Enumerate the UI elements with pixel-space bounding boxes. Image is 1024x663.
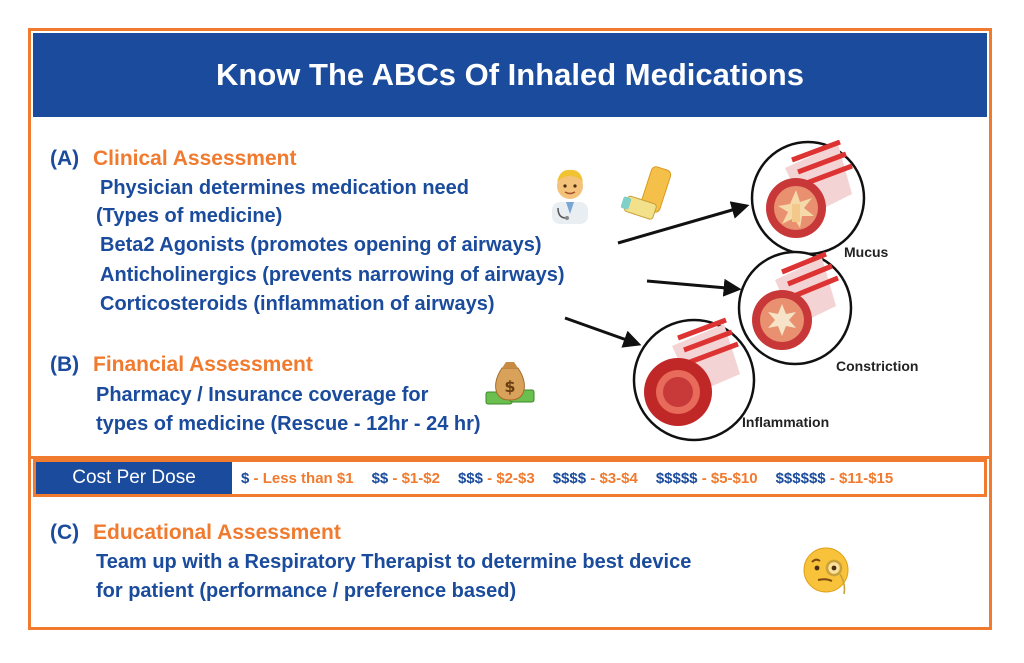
section-c-title: Educational Assessment [93,521,341,544]
cost-item: $$$$$$ - $11-$15 [775,469,894,487]
constriction-label: Constriction [836,358,919,374]
cost-item: $$$$$ - $5-$10 [655,469,758,487]
section-b-line-1: Pharmacy / Insurance coverage for [96,384,429,406]
cost-per-dose-bar [33,459,987,497]
section-c-line-2: for patient (performance / preference based) [96,580,517,602]
svg-text:$: $ [504,377,516,396]
cost-items [241,462,893,494]
cost-item: $$$ - $2-$3 [457,469,535,487]
section-a-line-4: Anticholinergics (prevents narrowing of airways) [100,264,565,286]
section-a-line-5: Corticosteroids (inflammation of airways) [100,293,495,315]
constriction-airway-image [739,252,851,364]
section-a-line-3: Beta2 Agonists (promotes opening of airways) [100,234,542,256]
section-b-heading [50,353,313,377]
section-a-line-1: Physician determines medication need [100,177,470,199]
section-c-heading [50,521,341,545]
section-b-line-2: types of medicine (Rescue - 12hr - 24 hr) [96,413,481,435]
money-bag-icon [484,358,536,406]
mucus-label: Mucus [844,244,889,260]
thinking-monocle-emoji-icon [800,544,854,598]
cost-item: $$ - $1-$2 [371,469,440,487]
airway-diagram [560,140,940,460]
mucus-airway-image [752,142,864,254]
section-c-marker: (C) [50,521,80,544]
arrow-to-constriction [647,281,738,289]
section-b-marker: (B) [50,353,80,376]
page-title: Know The ABCs Of Inhaled Medications [33,33,987,117]
inflammation-label: Inflammation [742,414,830,430]
cost-item: $$$$ - $3-$4 [552,469,638,487]
section-a-heading [50,147,296,171]
cost-item: $ - Less than $1 [241,469,354,487]
inflammation-airway-image [634,320,754,440]
section-c-line-1: Team up with a Respiratory Therapist to determine best device [96,551,692,573]
section-a-marker: (A) [50,147,80,170]
section-b-title: Financial Assessment [93,353,313,376]
arrow-to-mucus [618,206,746,243]
cost-per-dose-label: Cost Per Dose [36,462,232,494]
section-a-line-2: (Types of medicine) [96,205,283,227]
section-a-title: Clinical Assessment [93,147,297,170]
arrow-to-inflammation [565,318,638,344]
